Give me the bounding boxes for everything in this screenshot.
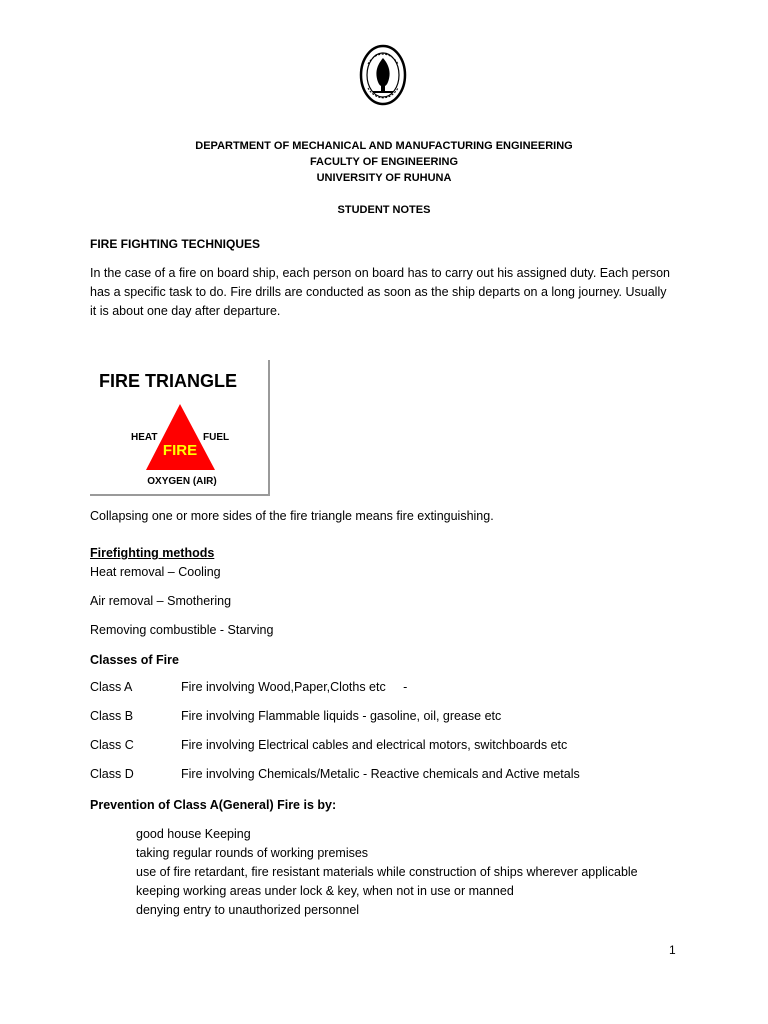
class-description: Fire involving Flammable liquids - gasoline, oil, grease etc [181, 709, 502, 723]
class-description: Fire involving Wood,Paper,Cloths etc - [181, 680, 408, 694]
fire-triangle-figure [90, 360, 270, 496]
class-label: Class C [90, 738, 134, 752]
prevention-item: use of fire retardant, fire resistant materials while construction of ships wherever applicable [136, 865, 638, 879]
prevention-title: Prevention of Class A(General) Fire is by: [90, 798, 337, 812]
prevention-item: good house Keeping [136, 827, 251, 841]
prevention-item: denying entry to unauthorized personnel [136, 903, 360, 917]
university-seal-logo [358, 44, 408, 106]
method-item: Removing combustible - Starving [90, 623, 274, 637]
class-label: Class B [90, 709, 134, 723]
collapse-text: Collapsing one or more sides of the fire triangle means fire extinguishing. [90, 509, 494, 523]
department-heading: DEPARTMENT OF MECHANICAL AND MANUFACTURING ENGINEERING [195, 140, 573, 152]
methods-title: Firefighting methods [90, 546, 215, 560]
method-item: Air removal – Smothering [90, 594, 232, 608]
method-item: Heat removal – Cooling [90, 565, 221, 579]
prevention-item: taking regular rounds of working premises [136, 846, 369, 860]
heat-label: HEAT [131, 432, 158, 443]
intro-line-2: has a specific task to do. Fire drills are conducted as soon as the ship departs on a long journey. Usually [90, 285, 667, 299]
class-description: Fire involving Chemicals/Metalic - Reactive chemicals and Active metals [181, 767, 580, 781]
faculty-heading: FACULTY OF ENGINEERING [309, 156, 459, 168]
triangle-title: FIRE TRIANGLE [99, 371, 237, 391]
student-notes-heading: STUDENT NOTES [337, 204, 431, 216]
fire-triangle-diagram [90, 360, 268, 494]
oxygen-label: OXYGEN (AIR) [147, 476, 217, 487]
class-label: Class A [90, 680, 133, 694]
university-heading: UNIVERSITY OF RUHUNA [316, 172, 452, 184]
classes-title: Classes of Fire [90, 653, 179, 667]
page-number: 1 [669, 943, 676, 957]
section-title: FIRE FIGHTING TECHNIQUES [90, 237, 261, 251]
prevention-item: keeping working areas under lock & key, when not in use or manned [136, 884, 514, 898]
fire-center-label: FIRE [162, 442, 198, 459]
intro-line-3: it is about one day after departure. [90, 304, 281, 318]
class-description: Fire involving Electrical cables and electrical motors, switchboards etc [181, 738, 568, 752]
intro-line-1: In the case of a fire on board ship, each person on board has to carry out his assigned duty. Each person [90, 266, 670, 280]
fuel-label: FUEL [203, 432, 230, 443]
class-label: Class D [90, 767, 134, 781]
